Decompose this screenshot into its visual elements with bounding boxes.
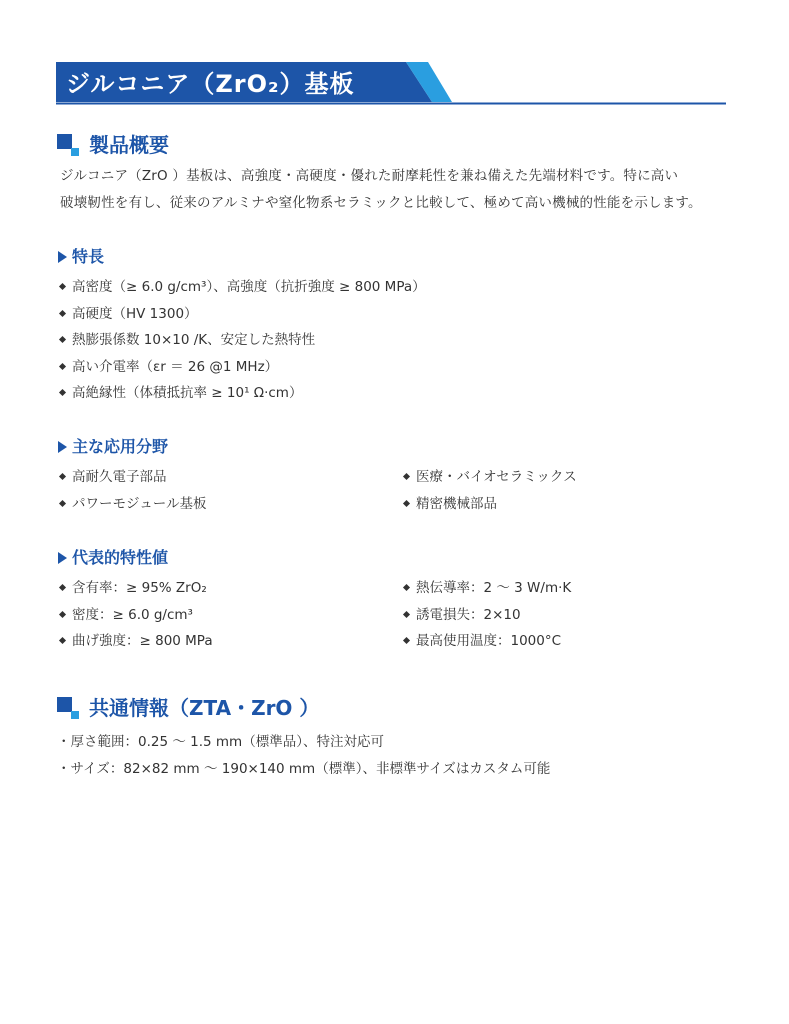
diamond-bullet-icon: [403, 473, 410, 480]
section-title: 製品概要: [89, 133, 169, 157]
diamond-bullet-icon: [59, 637, 66, 644]
diamond-bullet-icon: [59, 499, 66, 506]
diamond-bullet-icon: [403, 610, 410, 617]
square-bullet-icon: [57, 697, 79, 719]
diamond-bullet-icon: [403, 584, 410, 591]
page-title: ジルコニア（ZrO₂）基板: [66, 70, 355, 98]
subsection-title: 特長: [72, 247, 105, 266]
overview-paragraph: [60, 163, 740, 217]
common-notes: [57, 729, 550, 783]
diamond-bullet-icon: [59, 584, 66, 591]
note-line: ・サイズ：82×82 mm ～ 190×140 mm（標準）、非標準サイズはカスタム可能: [57, 761, 551, 777]
overview-line: ジルコニア（ZrO ）基板は、高強度・高硬度・優れた耐摩耗性を兼ね備えた先端材料です。特に高い: [60, 168, 679, 184]
triangle-right-icon: [58, 441, 67, 453]
triangle-right-icon: [58, 552, 67, 564]
note-line: ・厚さ範囲：0.25 ～ 1.5 mm（標準品）、特注対応可: [57, 734, 384, 750]
subsection-title: 代表的特性値: [72, 548, 169, 567]
diamond-bullet-icon: [59, 336, 66, 343]
diamond-bullet-icon: [59, 362, 66, 369]
diamond-bullet-icon: [59, 283, 66, 290]
diamond-bullet-icon: [403, 637, 410, 644]
title-banner: [56, 62, 726, 106]
square-bullet-icon: [57, 134, 79, 156]
diamond-bullet-icon: [59, 309, 66, 316]
diamond-bullet-icon: [59, 389, 66, 396]
section-title: 共通情報（ZTA・ZrO ）: [89, 696, 320, 720]
diamond-bullet-icon: [59, 473, 66, 480]
overview-line: 破壊靭性を有し、従来のアルミナや窒化物系セラミックと比較して、極めて高い機械的性能を示します。: [60, 195, 702, 211]
diamond-bullet-icon: [403, 499, 410, 506]
subsection-title: 主な応用分野: [72, 437, 169, 456]
triangle-right-icon: [58, 251, 67, 263]
diamond-bullet-icon: [59, 610, 66, 617]
